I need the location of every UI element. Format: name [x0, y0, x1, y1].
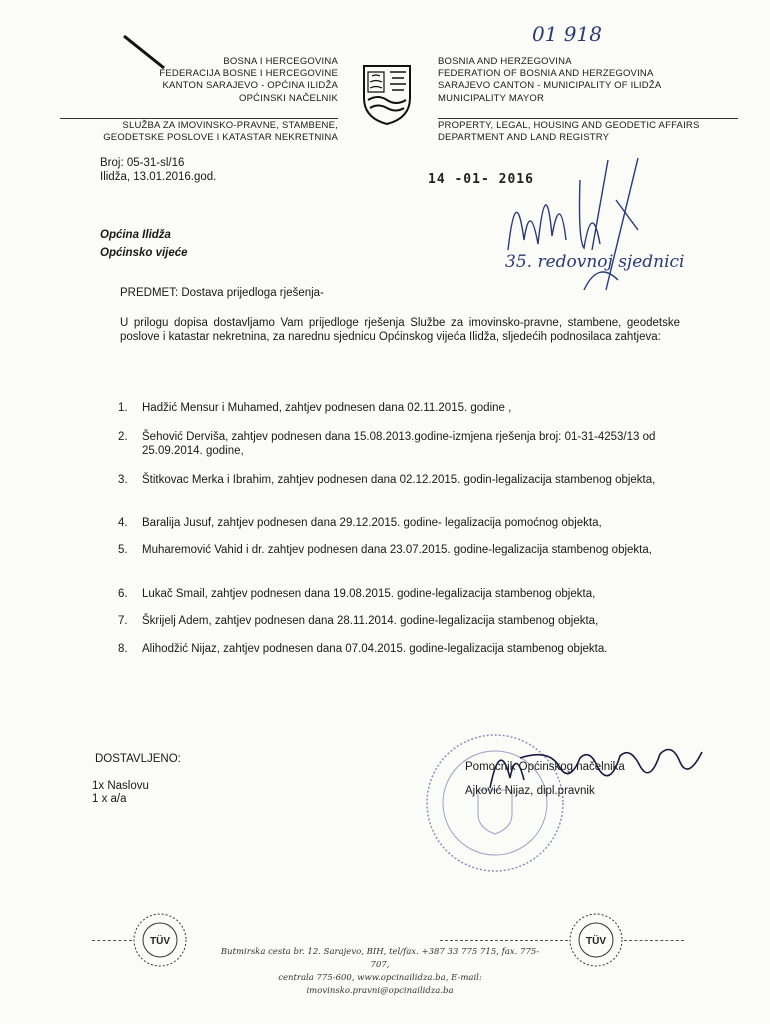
department-line: DEPARTMENT AND LAND REGISTRY	[438, 132, 610, 144]
recipient-line-1: Općina Ilidža	[100, 229, 171, 241]
item-text: Škrijelj Adem, zahtjev podnesen dana 28.11.2014. godine-legalizacija stambenog objekta,	[142, 615, 599, 627]
header-right-line: SARAJEVO CANTON - MUNICIPALITY OF ILIDŽA	[438, 80, 662, 92]
header-right	[438, 56, 738, 105]
item-number: 2.	[118, 431, 128, 443]
item-number: 1.	[118, 402, 128, 414]
footer-line: Butmirska cesta br. 12. Sarajevo, BIH, tel/fax. +387 33 775 715, fax. 775-707,	[220, 947, 540, 970]
header-right-line: BOSNIA AND HERZEGOVINA	[438, 56, 572, 67]
item-text: Muharemović Vahid i dr. zahtjev podnesen dana 23.07.2015. godine-legalizacija stambenog objekta,	[142, 544, 652, 556]
header-left-line: KANTON SARAJEVO - OPĆINA ILIDŽA	[162, 80, 338, 92]
department-line: GEODETSKE POSLOVE I KATASTAR NEKRETNINA	[103, 132, 338, 144]
item-text: Lukač Smail, zahtjev podnesen dana 19.08.2015. godine-legalizacija stambenog objekta,	[142, 588, 596, 600]
seal-left-label: TÜV	[150, 936, 170, 947]
item-text: Štitkovac Merka i Ibrahim, zahtjev podnesen dana 02.12.2015. godin-legalizacija stambenog objekta,	[142, 474, 656, 486]
delivered-label: DOSTAVLJENO:	[95, 753, 181, 765]
signer-name: Ajković Nijaz, dipl.pravnik	[465, 785, 595, 797]
handwritten-document-number: 01 918	[532, 22, 602, 46]
received-date-stamp: 14 -01- 2016	[428, 172, 534, 187]
item-number: 7.	[118, 615, 128, 627]
item-text: Alihodžić Nijaz, zahtjev podnesen dana 07.04.2015. godine-legalizacija stambenog objekta.	[142, 643, 608, 655]
header-left-line: BOSNA I HERCEGOVINA	[223, 56, 338, 67]
header-left	[60, 56, 338, 105]
recipient-block	[100, 226, 188, 262]
seal-right-label: TÜV	[586, 936, 606, 947]
header-right-line: MUNICIPALITY MAYOR	[438, 92, 545, 104]
document-date: Ilidža, 13.01.2016.god.	[100, 171, 217, 183]
quality-seal-left-icon	[132, 912, 188, 968]
footer-line: centrala 775-600, www.opcinailidza.ba, E-mail: imovinsko.pravni@opcinailidza.ba	[278, 973, 482, 996]
header-left-line: FEDERACIJA BOSNE I HERCEGOVINE	[159, 68, 338, 80]
header-left-line: OPĆINSKI NAČELNIK	[239, 92, 338, 104]
item-number: 8.	[118, 643, 128, 655]
item-number: 3.	[118, 474, 128, 486]
recipient-line-2: Općinsko vijeće	[100, 247, 188, 259]
reference-number: Broj: 05-31-sl/16	[100, 157, 185, 169]
department-line: PROPERTY, LEGAL, HOUSING AND GEODETIC AFFAIRS	[438, 120, 700, 131]
item-number: 6.	[118, 588, 128, 600]
header-left-department	[60, 118, 338, 144]
footer-divider	[624, 940, 684, 941]
item-number: 4.	[118, 517, 128, 529]
footer-address	[215, 946, 545, 998]
quality-seal-right-icon	[568, 912, 624, 968]
item-text: Šehović Derviša, zahtjev podnesen dana 15.08.2013.godine-izmjena rješenja broj: 01-31-4253/13 od 25.09.2014. godine,	[142, 431, 656, 457]
item-text: Baralija Jusuf, zahtjev podnesen dana 29.12.2015. godine- legalizacija pomoćnog objekta,	[142, 517, 602, 529]
item-number: 5.	[118, 544, 128, 556]
document-meta	[100, 156, 216, 184]
handwritten-signature-icon	[488, 140, 708, 310]
intro-paragraph: U prilogu dopisa dostavljamo Vam prijedloge rješenja Službe za imovinsko-pravne, stambene, geodetske poslove i katastar nekretnina, za narednu sjednicu Općinskog vijeća Ilidža, sljedećih podnosilaca zahtjeva:	[120, 317, 680, 343]
item-text: Hadžić Mensur i Muhamed, zahtjev podnesen dana 02.11.2015. godine ,	[142, 402, 512, 414]
header-right-line: FEDERATION OF BOSNIA AND HERZEGOVINA	[438, 68, 654, 80]
footer-divider	[92, 940, 132, 941]
subject-line: PREDMET: Dostava prijedloga rješenja-	[120, 287, 324, 299]
copy-line: 1x Naslovu	[92, 780, 149, 792]
signer-signature-icon	[480, 728, 710, 798]
signer-title: Pomoćnik Općinskog načelnika	[465, 761, 625, 773]
delivered-copies	[92, 780, 149, 806]
department-line: SLUŽBA ZA IMOVINSKO-PRAVNE, STAMBENE,	[122, 120, 338, 131]
handwritten-session-note: 35. redovnoj sjednici	[505, 252, 685, 272]
footer-divider	[440, 940, 568, 941]
municipality-coat-of-arms-icon	[360, 62, 414, 126]
copy-line: 1 x a/a	[92, 793, 127, 805]
